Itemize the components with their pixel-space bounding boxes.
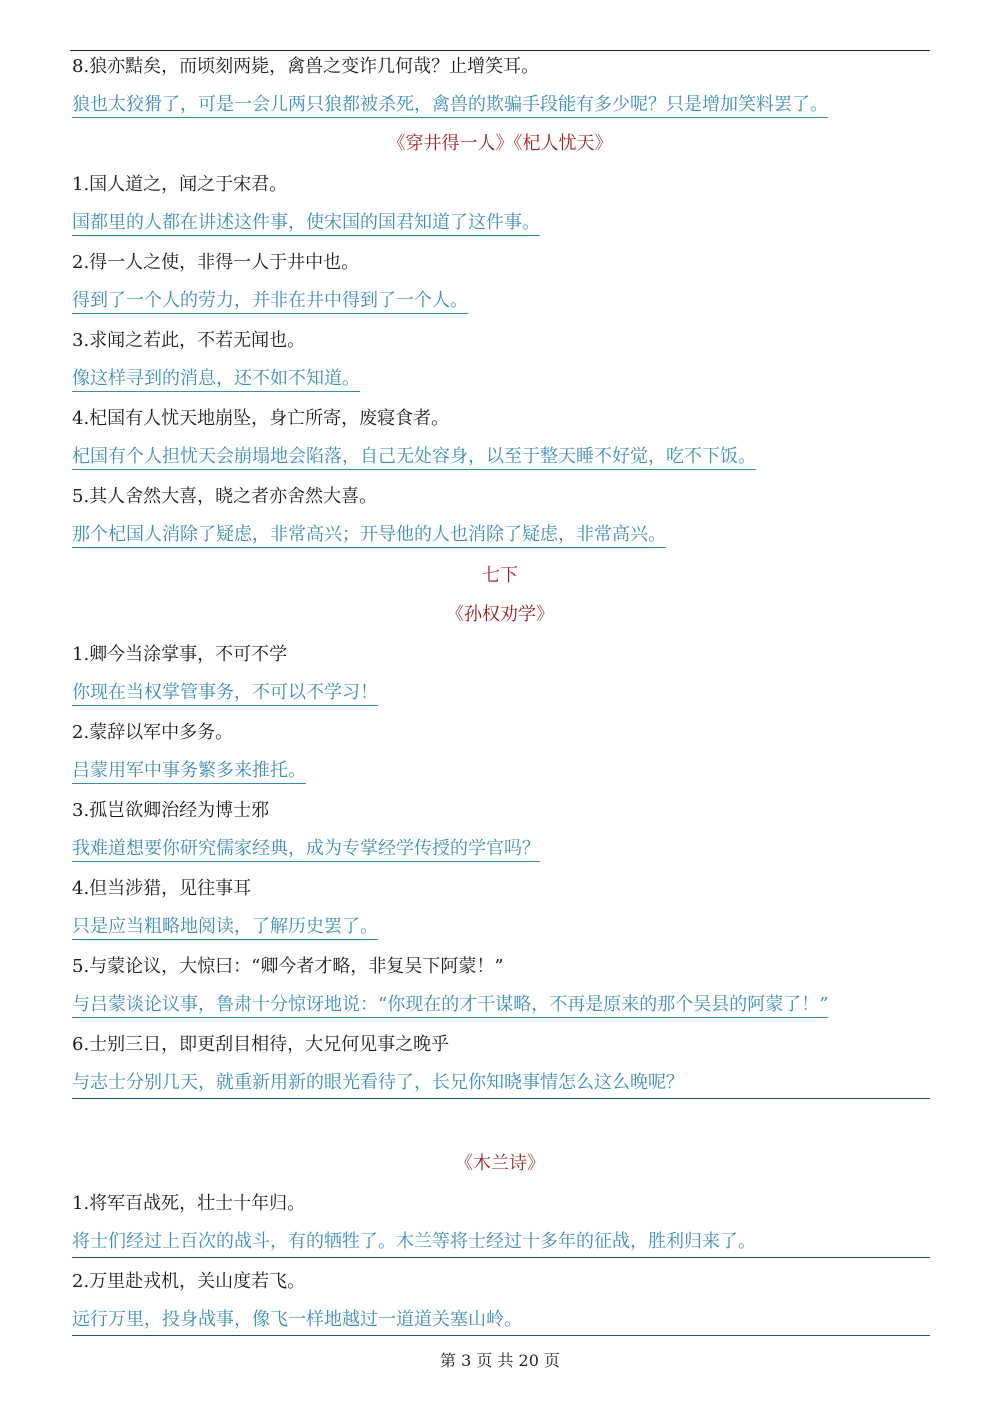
question-text: 1.卿今当涂掌事，不可不学 xyxy=(72,644,288,665)
question-text: 3.求闻之若此，不若无闻也。 xyxy=(72,330,306,351)
answer-text: 那个杞国人消除了疑虑，非常高兴；开导他的人也消除了疑虑，非常高兴。 xyxy=(72,522,666,548)
section-title: 《孙权劝学》 xyxy=(446,604,554,625)
answer-text: 我难道想要你研究儒家经典，成为专掌经学传授的学官吗？ xyxy=(72,836,540,862)
question-text: 1.国人道之，闻之于宋君。 xyxy=(72,174,288,195)
section-title: 《木兰诗》 xyxy=(455,1153,545,1174)
answer-text: 只是应当粗略地阅读，了解历史罢了。 xyxy=(72,914,378,940)
question-text: 3.孤岂欲卿治经为博士邪 xyxy=(72,800,270,821)
question-text: 8.狼亦黠矣，而顷刻两毙，禽兽之变诈几何哉？止增笑耳。 xyxy=(72,56,540,77)
question-text: 5.与蒙论议，大惊曰：“卿今者才略，非复吴下阿蒙！” xyxy=(72,956,504,977)
answer-text: 与志士分别几天，就重新用新的眼光看待了，长兄你知晓事情怎么这么晚呢？ xyxy=(72,1070,930,1099)
answer-text: 狼也太狡猾了，可是一会儿两只狼都被杀死，禽兽的欺骗手段能有多少呢？只是增加笑料罢了。 xyxy=(72,92,828,118)
question-text: 1.将军百战死，壮士十年归。 xyxy=(72,1193,306,1214)
question-text: 5.其人舍然大喜，晓之者亦舍然大喜。 xyxy=(72,486,378,507)
question-text: 4.但当涉猎，见往事耳 xyxy=(72,878,252,899)
answer-text: 像这样寻到的消息，还不如不知道。 xyxy=(72,366,360,392)
answer-text: 将士们经过上百次的战斗，有的牺牲了。木兰等将士经过十多年的征战，胜利归来了。 xyxy=(72,1229,930,1258)
answer-text: 杞国有个人担忧天会崩塌地会陷落，自己无处容身，以至于整天睡不好觉，吃不下饭。 xyxy=(72,444,756,470)
question-text: 4.杞国有人忧天地崩坠，身亡所寄，废寝食者。 xyxy=(72,408,450,429)
grade-heading: 七下 xyxy=(482,565,518,586)
answer-text: 你现在当权掌管事务，不可以不学习！ xyxy=(72,680,378,706)
answer-text: 远行万里，投身战事，像飞一样地越过一道道关塞山岭。 xyxy=(72,1307,930,1336)
answer-text: 吕蒙用军中事务繁多来推托。 xyxy=(72,758,306,784)
question-text: 2.得一人之使，非得一人于井中也。 xyxy=(72,252,360,273)
section-title: 《穿井得一人》《杞人忧天》 xyxy=(387,133,613,154)
question-text: 2.蒙辞以军中多务。 xyxy=(72,722,234,743)
top-rule xyxy=(70,50,930,51)
answer-text: 国都里的人都在讲述这件事，使宋国的国君知道了这件事。 xyxy=(72,210,540,236)
answer-text: 得到了一个人的劳力，并非在井中得到了一个人。 xyxy=(72,288,468,314)
question-text: 6.士别三日，即更刮目相待，大兄何见事之晚乎 xyxy=(72,1034,450,1055)
page-number: 第 3 页 共 20 页 xyxy=(440,1351,560,1370)
answer-text: 与吕蒙谈论议事，鲁肃十分惊讶地说：“你现在的才干谋略，不再是原来的那个吴县的阿蒙了！” xyxy=(72,992,828,1018)
question-text: 2.万里赴戎机，关山度若飞。 xyxy=(72,1271,306,1292)
